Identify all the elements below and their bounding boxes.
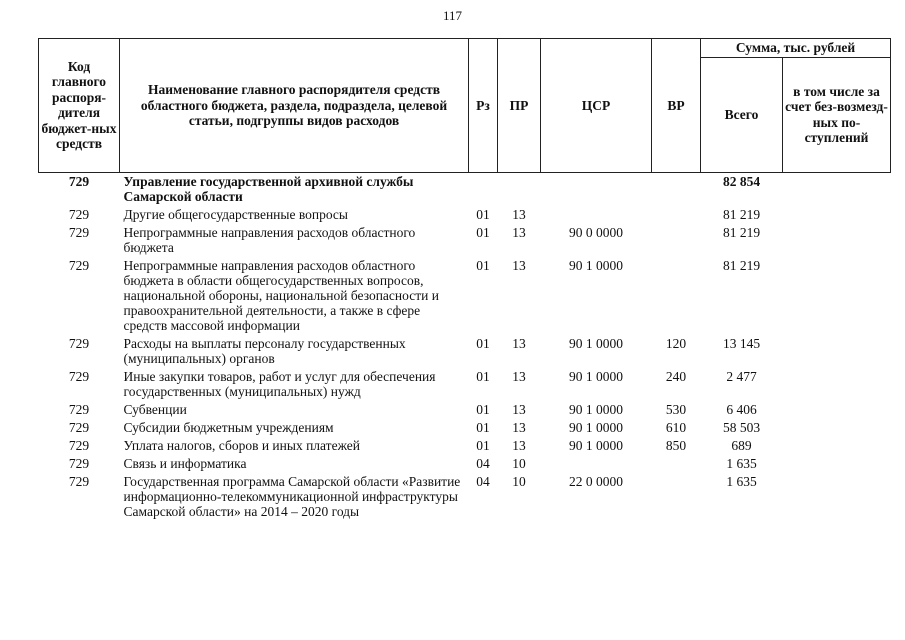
cell-csr <box>541 206 652 224</box>
cell-code: 729 <box>68 206 90 222</box>
header-total: Всего <box>701 57 783 172</box>
table-row <box>39 437 891 455</box>
cell-name: Государственная программа Самарской области «Развитие информационно-телекоммуникационной инфраструктуры Самарской области» на 2014 – 2020 годы <box>123 473 461 519</box>
header-name: Наименование главного распорядителя средств областного бюджета, раздела, подраздела, целевой статьи, подгруппы видов расходов <box>120 39 469 173</box>
header-code: Код главного распоря-дителя бюджет-ных средств <box>39 39 120 173</box>
header-vr: ВР <box>652 39 701 173</box>
cell-csr: 90 1 0000 <box>569 368 623 384</box>
cell-code: 729 <box>68 368 90 384</box>
table-row <box>39 401 891 419</box>
cell-pr: 10 <box>512 473 526 489</box>
cell-rz: 01 <box>476 437 490 453</box>
cell-code: 729 <box>68 401 90 417</box>
cell-vr: 120 <box>665 335 687 351</box>
cell-name: Субвенции <box>123 401 187 417</box>
cell-total: 58 503 <box>722 419 761 435</box>
cell-code: 729 <box>68 335 90 351</box>
cell-code: 729 <box>68 437 90 453</box>
cell-total: 13 145 <box>722 335 761 351</box>
cell-rz <box>469 172 498 206</box>
cell-code: 729 <box>68 173 90 189</box>
page-number: 117 <box>442 8 463 23</box>
header-free: в том числе за счет без-возмезд-ных по-ступлений <box>783 57 891 172</box>
cell-csr: 90 1 0000 <box>569 257 623 273</box>
cell-free <box>783 401 891 419</box>
table-row <box>39 473 891 521</box>
cell-csr <box>541 172 652 206</box>
cell-code: 729 <box>68 455 90 471</box>
cell-free <box>783 419 891 437</box>
cell-code: 729 <box>68 419 90 435</box>
cell-total: 689 <box>731 437 752 453</box>
cell-total: 1 635 <box>726 455 757 471</box>
cell-rz: 01 <box>476 419 490 435</box>
table-row <box>39 335 891 368</box>
cell-rz: 01 <box>476 257 490 273</box>
table-row <box>39 368 891 401</box>
cell-total: 2 477 <box>726 368 757 384</box>
cell-vr <box>652 172 701 206</box>
cell-free <box>783 455 891 473</box>
cell-free <box>783 257 891 335</box>
cell-free <box>783 368 891 401</box>
cell-csr: 22 0 0000 <box>569 473 623 489</box>
cell-pr <box>498 172 541 206</box>
cell-csr: 90 1 0000 <box>569 401 623 417</box>
cell-rz: 04 <box>476 455 490 471</box>
cell-total: 81 219 <box>722 206 761 222</box>
cell-vr: 240 <box>665 368 687 384</box>
table-row <box>39 224 891 257</box>
cell-total: 81 219 <box>722 257 761 273</box>
cell-rz: 01 <box>476 206 490 222</box>
cell-rz: 01 <box>476 401 490 417</box>
cell-pr: 13 <box>512 401 526 417</box>
cell-pr: 13 <box>512 335 526 351</box>
cell-name: Уплата налогов, сборов и иных платежей <box>123 437 360 453</box>
cell-total: 6 406 <box>726 401 757 417</box>
cell-csr: 90 1 0000 <box>569 335 623 351</box>
cell-free <box>783 172 891 206</box>
cell-csr: 90 0 0000 <box>569 224 623 240</box>
header-rz: Рз <box>469 39 498 173</box>
cell-vr: 610 <box>665 419 687 435</box>
table-row <box>39 206 891 224</box>
cell-name: Непрограммные направления расходов областного бюджета <box>123 224 416 255</box>
cell-pr: 13 <box>512 419 526 435</box>
cell-pr: 10 <box>512 455 526 471</box>
table-row <box>39 455 891 473</box>
cell-free <box>783 206 891 224</box>
cell-vr <box>652 455 701 473</box>
cell-pr: 13 <box>512 224 526 240</box>
cell-name: Управление государственной архивной службы Самарской области <box>123 173 414 204</box>
cell-name: Иные закупки товаров, работ и услуг для обеспечения государственных (муниципальных) нужд <box>123 368 436 399</box>
cell-name: Связь и информатика <box>123 455 247 471</box>
cell-rz: 01 <box>476 224 490 240</box>
cell-pr: 13 <box>512 206 526 222</box>
budget-table <box>38 38 891 521</box>
cell-total: 82 854 <box>722 173 761 189</box>
cell-vr: 530 <box>665 401 687 417</box>
cell-code: 729 <box>68 224 90 240</box>
table-header <box>39 39 891 173</box>
cell-vr <box>652 206 701 224</box>
cell-rz: 01 <box>476 335 490 351</box>
cell-csr: 90 1 0000 <box>569 437 623 453</box>
table-row <box>39 419 891 437</box>
cell-pr: 13 <box>512 368 526 384</box>
cell-name: Другие общегосударственные вопросы <box>123 206 348 222</box>
cell-free <box>783 437 891 455</box>
cell-free <box>783 335 891 368</box>
cell-csr: 90 1 0000 <box>569 419 623 435</box>
cell-vr <box>652 257 701 335</box>
cell-name: Непрограммные направления расходов областного бюджета в области общегосударственных вопросов, национальной обороны, национальной безопасности и правоохранительной деятельности, а также в сфере средств массовой информации <box>123 257 439 333</box>
table-row <box>39 172 891 206</box>
header-pr: ПР <box>498 39 541 173</box>
cell-total: 81 219 <box>722 224 761 240</box>
header-sum: Сумма, тыс. рублей <box>701 39 891 58</box>
cell-vr <box>652 473 701 521</box>
cell-rz: 01 <box>476 368 490 384</box>
cell-vr <box>652 224 701 257</box>
cell-pr: 13 <box>512 257 526 273</box>
cell-total: 1 635 <box>726 473 757 489</box>
cell-code: 729 <box>68 473 90 489</box>
cell-vr: 850 <box>665 437 687 453</box>
table-row <box>39 257 891 335</box>
cell-name: Субсидии бюджетным учреждениям <box>123 419 334 435</box>
header-csr: ЦСР <box>541 39 652 173</box>
cell-pr: 13 <box>512 437 526 453</box>
cell-rz: 04 <box>476 473 490 489</box>
cell-name: Расходы на выплаты персоналу государственных (муниципальных) органов <box>123 335 406 366</box>
cell-free <box>783 224 891 257</box>
cell-code: 729 <box>68 257 90 273</box>
cell-free <box>783 473 891 521</box>
cell-csr <box>541 455 652 473</box>
table-body <box>39 172 891 521</box>
